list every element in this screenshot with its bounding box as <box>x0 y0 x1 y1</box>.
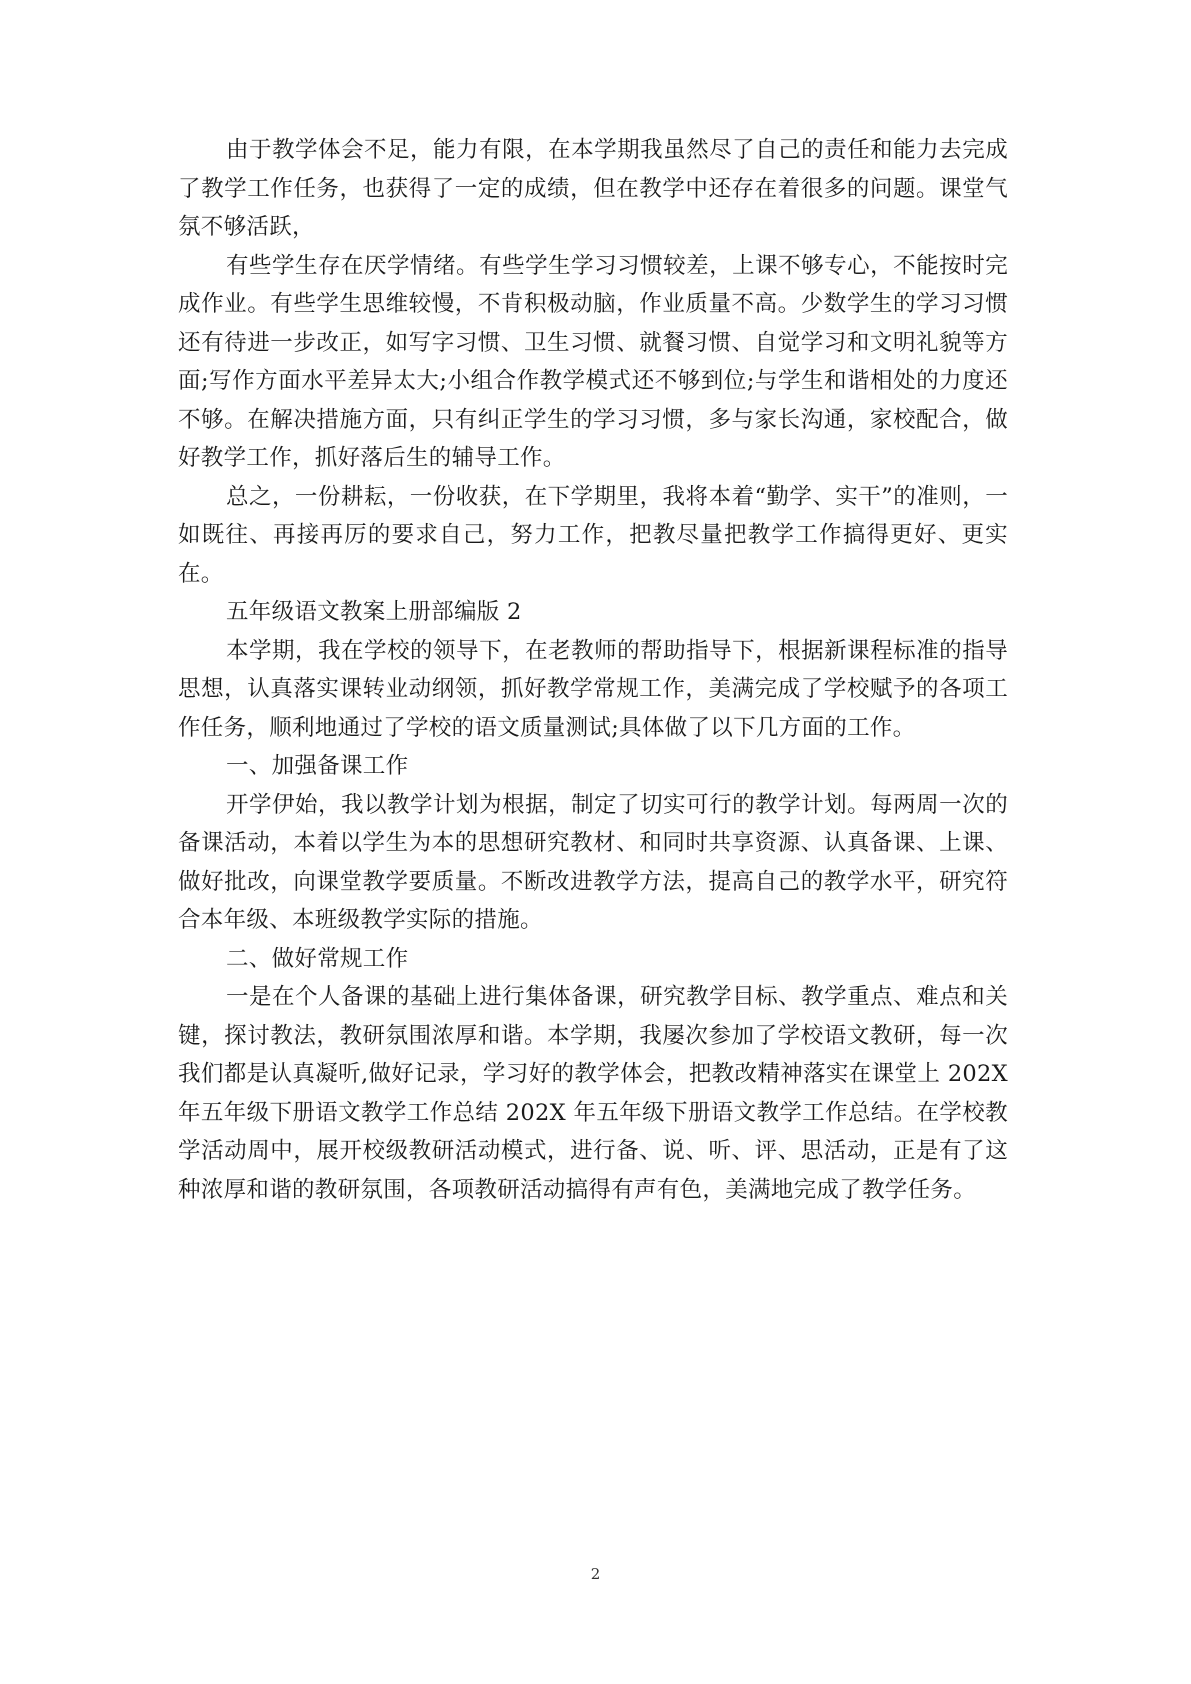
paragraph: 本学期，我在学校的领导下，在老教师的帮助指导下，根据新课程标准的指导思想，认真落实课转业动纲领，抓好教学常规工作，美满完成了学校赋予的各项工作任务，顺利地通过了学校的语文质量测试;具体做了以下几方面的工作。 <box>178 637 1008 741</box>
section-heading: 一、加强备课工作 <box>226 753 409 779</box>
paragraph: 有些学生存在厌学情绪。有些学生学习习惯较差，上课不够专心，不能按时完成作业。有些学生思维较慢，不肯积极动脑，作业质量不高。少数学生的学习习惯还有待进一步改正，如写字习惯、卫生习惯、就餐习惯、自觉学习和文明礼貌等方面;写作方面水平差异太大;小组合作教学模式还不够到位;与学生和谐相处的力度还不够。在解决措施方面，只有纠正学生的学习习惯，多与家长沟通，家校配合，做好教学工作，抓好落后生的辅导工作。 <box>178 252 1008 471</box>
section-title: 五年级语文教案上册部编版 2 <box>226 599 522 625</box>
paragraph: 由于教学体会不足，能力有限，在本学期我虽然尽了自己的责任和能力去完成了教学工作任务，也获得了一定的成绩，但在教学中还存在着很多的问题。课堂气氛不够活跃， <box>178 137 1008 240</box>
page-number: 2 <box>590 1565 601 1583</box>
paragraph: 总之，一份耕耘，一份收获，在下学期里，我将本着“勤学、实干”的准则，一如既往、再接再厉的要求自己，努力工作，把教尽量把教学工作搞得更好、更实在。 <box>178 483 1008 587</box>
document-body <box>178 131 1008 1209</box>
paragraph: 一是在个人备课的基础上进行集体备课，研究教学目标、教学重点、难点和关键，探讨教法，教研氛围浓厚和谐。本学期，我屡次参加了学校语文教研，每一次我们都是认真凝听,做好记录，学习好的教学体会，把教改精神落实在课堂上 202X 年五年级下册语文教学工作总结 202X 年五年级下册语文教学工作总结。在学校教学活动周中，展开校级教研活动模式，进行备、说、听、评、思活动，正是有了这种浓厚和谐的教研氛围，各项教研活动搞得有声有色，美满地完成了教学任务。 <box>178 984 1008 1203</box>
section-heading: 二、做好常规工作 <box>226 945 409 972</box>
paragraph: 开学伊始，我以教学计划为根据，制定了切实可行的教学计划。每两周一次的备课活动，本着以学生为本的思想研究教材、和同时共享资源、认真备课、上课、做好批改，向课堂教学要质量。不断改进教学方法，提高自己的教学水平，研究符合本年级、本班级教学实际的措施。 <box>178 791 1008 933</box>
